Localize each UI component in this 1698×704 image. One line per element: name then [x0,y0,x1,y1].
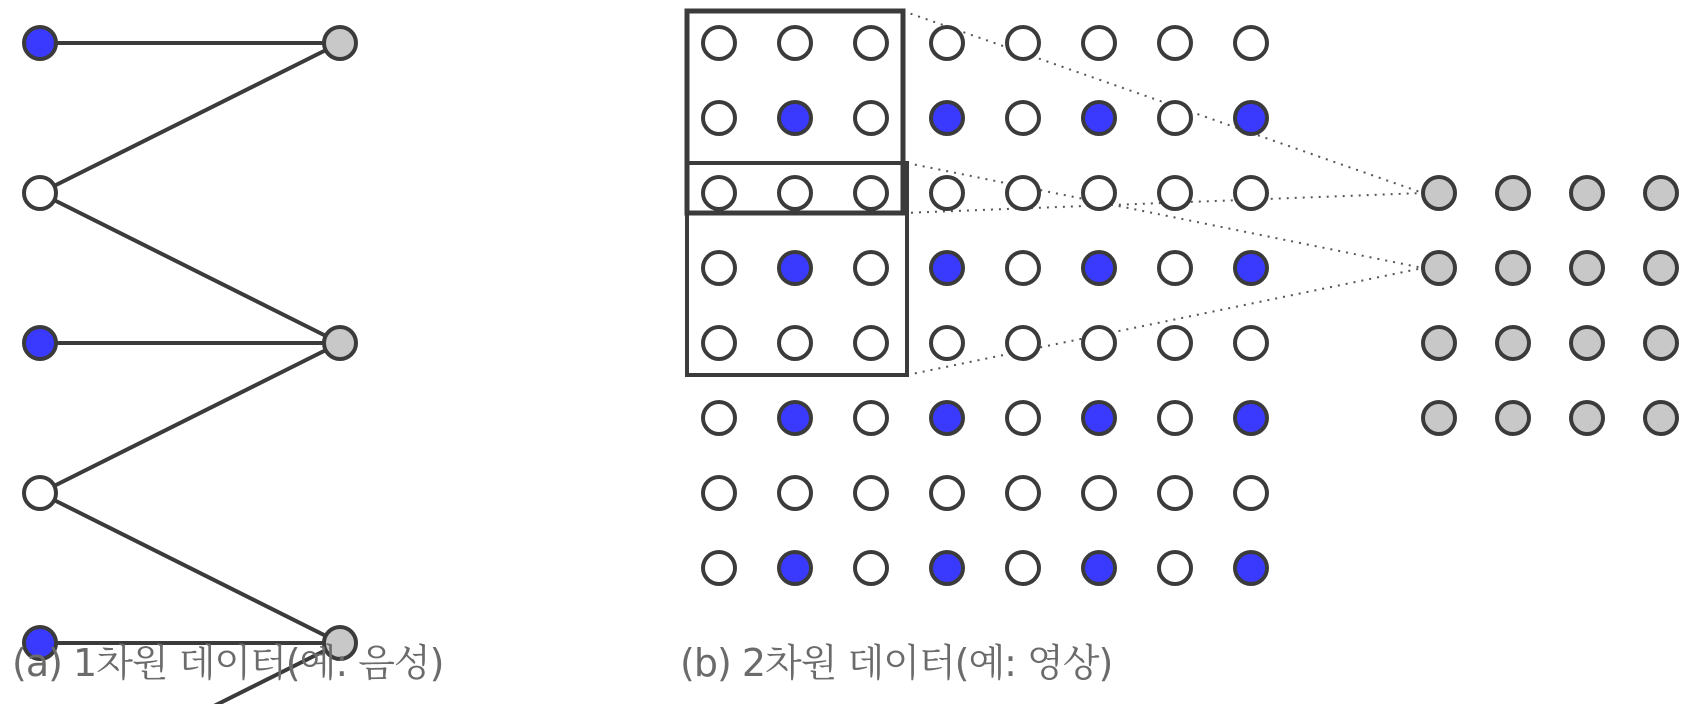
input-pixel-filled [931,402,963,434]
input-pixel-empty [703,252,735,284]
input-pixel-empty [855,327,887,359]
output-pixel [1497,252,1529,284]
input-node-empty [24,177,56,209]
input-pixel-empty [855,27,887,59]
input-pixel-empty [1235,177,1267,209]
connection-line [40,193,340,343]
input-pixel-empty [1083,327,1115,359]
output-pixel [1571,402,1603,434]
input-pixel-filled [931,252,963,284]
input-pixel-filled [1083,102,1115,134]
input-pixel-empty [1159,477,1191,509]
caption-2d-data: (b) 2차원 데이터(예: 영상) [680,641,1113,685]
connection-line [40,343,340,493]
connection-line [40,43,340,193]
input-pixel-empty [931,327,963,359]
input-pixel-empty [1007,327,1039,359]
input-node-empty [24,477,56,509]
input-pixel-empty [1159,327,1191,359]
output-pixel [1423,402,1455,434]
input-node-filled [24,327,56,359]
input-pixel-filled [779,102,811,134]
input-pixel-empty [1007,477,1039,509]
output-pixel [1497,402,1529,434]
input-pixel-empty [1007,552,1039,584]
panel-b-2d-convolution [687,11,1677,584]
input-pixel-empty [855,552,887,584]
input-pixel-empty [1159,402,1191,434]
input-pixel-empty [855,477,887,509]
output-pixel [1497,177,1529,209]
input-pixel-filled [779,552,811,584]
input-pixel-empty [855,102,887,134]
output-pixel [1645,177,1677,209]
input-pixel-empty [703,552,735,584]
input-pixel-empty [1159,552,1191,584]
input-pixel-empty [931,177,963,209]
output-pixel [1423,327,1455,359]
output-pixel [1571,177,1603,209]
input-pixel-empty [855,402,887,434]
output-pixel [1645,252,1677,284]
input-pixel-empty [779,477,811,509]
input-pixel-filled [931,102,963,134]
mapping-dotted-line [907,268,1423,375]
input-pixel-filled [779,402,811,434]
input-pixel-empty [1235,477,1267,509]
input-pixel-empty [703,27,735,59]
input-pixel-empty [1159,102,1191,134]
input-pixel-empty [703,327,735,359]
input-pixel-empty [703,177,735,209]
input-pixel-empty [1007,177,1039,209]
input-pixel-empty [1007,402,1039,434]
output-pixel [1423,252,1455,284]
input-pixel-empty [703,402,735,434]
input-node-filled [24,27,56,59]
input-pixel-empty [779,177,811,209]
input-pixel-empty [703,102,735,134]
input-pixel-filled [1083,252,1115,284]
input-pixel-empty [1083,27,1115,59]
input-pixel-empty [855,177,887,209]
input-pixel-empty [1159,177,1191,209]
input-pixel-empty [1007,27,1039,59]
output-pixel [1571,252,1603,284]
output-node [324,327,356,359]
input-pixel-empty [1007,252,1039,284]
input-pixel-filled [1235,252,1267,284]
output-pixel [1571,327,1603,359]
input-pixel-empty [1235,27,1267,59]
input-pixel-filled [1235,102,1267,134]
output-pixel [1497,327,1529,359]
input-pixel-empty [1159,27,1191,59]
input-pixel-empty [1083,177,1115,209]
input-pixel-filled [1235,552,1267,584]
input-pixel-empty [855,252,887,284]
input-pixel-empty [1083,477,1115,509]
input-pixel-empty [779,327,811,359]
output-pixel [1645,327,1677,359]
output-pixel [1645,402,1677,434]
caption-1d-data: (a) 1차원 데이터(예: 음성) [12,641,444,685]
input-pixel-empty [931,477,963,509]
input-pixel-empty [1235,327,1267,359]
input-pixel-empty [1159,252,1191,284]
connection-line [40,493,340,643]
panel-a-1d-convolution [24,27,356,704]
input-pixel-filled [1083,552,1115,584]
input-pixel-filled [1083,402,1115,434]
output-node [324,27,356,59]
input-pixel-empty [931,27,963,59]
input-pixel-filled [931,552,963,584]
output-pixel [1423,177,1455,209]
input-pixel-filled [779,252,811,284]
input-pixel-empty [779,27,811,59]
input-pixel-filled [1235,402,1267,434]
input-pixel-empty [703,477,735,509]
input-pixel-empty [1007,102,1039,134]
